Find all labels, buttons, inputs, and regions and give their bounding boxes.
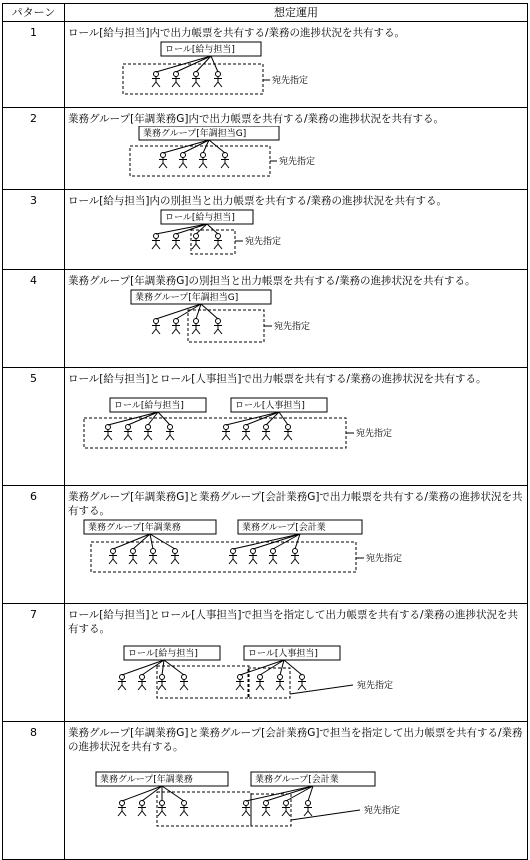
group-label: 業務グループ[会計業 xyxy=(255,775,339,785)
pattern-content xyxy=(65,108,528,190)
person-icon xyxy=(262,801,270,817)
destination-area xyxy=(157,792,251,826)
person-icon xyxy=(262,425,270,441)
person-icon xyxy=(222,425,230,441)
person-icon xyxy=(152,319,160,335)
sharing-diagram xyxy=(68,518,523,594)
person-icon xyxy=(172,72,180,88)
person-icon xyxy=(298,675,306,691)
person-icon xyxy=(284,425,292,441)
usage-pattern-table xyxy=(2,3,528,860)
pattern-number: 1 xyxy=(3,22,65,108)
person-icon xyxy=(152,72,160,88)
destination-area xyxy=(248,668,290,698)
pattern-content xyxy=(65,190,528,270)
pattern-content xyxy=(65,368,528,486)
table-row xyxy=(3,486,528,604)
sharing-diagram xyxy=(68,208,523,268)
person-icon xyxy=(276,675,284,691)
destination-label: 宛先指定 xyxy=(279,157,316,167)
group-label: ロール[給与担当] xyxy=(165,213,235,223)
pattern-number: 2 xyxy=(3,108,65,190)
person-icon xyxy=(171,549,179,565)
table-row xyxy=(3,270,528,368)
group-label: 業務グループ[年調担当G] xyxy=(143,129,247,139)
person-icon xyxy=(291,549,299,565)
person-icon xyxy=(214,234,222,250)
destination-area xyxy=(157,666,249,698)
header-usage: 想定運用 xyxy=(65,4,528,22)
sharing-diagram xyxy=(68,40,523,106)
person-icon xyxy=(180,675,188,691)
pattern-description: ロール[給与担当]内で出力帳票を共有する/業務の進捗状況を共有する。 xyxy=(68,27,406,39)
person-icon xyxy=(221,153,229,169)
group-label: 業務グループ[年調業務 xyxy=(88,523,181,533)
person-icon xyxy=(179,153,187,169)
pattern-description: 業務グループ[年調業務G]と業務グループ[会計業務G]で担当を指定して出力帳票を共有する/業務の進捗状況を共有する。 xyxy=(68,727,523,753)
table-row xyxy=(3,108,528,190)
person-icon xyxy=(159,153,167,169)
table-row xyxy=(3,722,528,860)
group-label: ロール[給与担当] xyxy=(165,45,235,55)
table-row xyxy=(3,604,528,722)
destination-label: 宛先指定 xyxy=(272,76,309,86)
person-icon xyxy=(192,319,200,335)
table-row xyxy=(3,368,528,486)
person-icon xyxy=(158,675,166,691)
person-icon xyxy=(229,549,237,565)
group-label: 業務グループ[年調担当G] xyxy=(135,293,239,303)
pattern-description: ロール[給与担当]とロール[人事担当]で担当を指定して出力帳票を共有する/業務の進捗状況を共有する。 xyxy=(68,609,519,635)
person-icon xyxy=(192,234,200,250)
person-icon xyxy=(214,72,222,88)
destination-label: 宛先指定 xyxy=(356,429,393,439)
destination-area xyxy=(84,418,346,448)
destination-label: 宛先指定 xyxy=(357,681,394,691)
header-pattern: パターン xyxy=(3,4,65,22)
sharing-diagram xyxy=(68,754,523,844)
person-icon xyxy=(192,72,200,88)
person-icon xyxy=(269,549,277,565)
pattern-number: 8 xyxy=(3,722,65,860)
person-icon xyxy=(109,549,117,565)
person-icon xyxy=(124,425,132,441)
pattern-number: 3 xyxy=(3,190,65,270)
pattern-content xyxy=(65,270,528,368)
person-icon xyxy=(242,801,250,817)
pattern-description: 業務グループ[年調業務G]内で出力帳票を共有する/業務の進捗状況を共有する。 xyxy=(68,113,445,125)
pattern-number: 7 xyxy=(3,604,65,722)
destination-label: 宛先指定 xyxy=(274,322,311,332)
person-icon xyxy=(144,425,152,441)
person-icon xyxy=(138,801,146,817)
person-icon xyxy=(118,801,126,817)
pattern-content xyxy=(65,486,528,604)
pattern-content xyxy=(65,722,528,860)
person-icon xyxy=(199,153,207,169)
pattern-description: 業務グループ[年調業務G]と業務グループ[会計業務G]で出力帳票を共有する/業務の進捗状況を共有する。 xyxy=(68,491,523,517)
destination-label: 宛先指定 xyxy=(364,806,401,816)
pattern-description: ロール[給与担当]内の別担当と出力帳票を共有する/業務の進捗状況を共有する。 xyxy=(68,195,448,207)
group-label: ロール[給与担当] xyxy=(114,401,184,411)
person-icon xyxy=(249,549,257,565)
table-row xyxy=(3,190,528,270)
person-icon xyxy=(166,425,174,441)
pattern-content xyxy=(65,604,528,722)
destination-label: 宛先指定 xyxy=(245,237,282,247)
person-icon xyxy=(129,549,137,565)
group-label: 業務グループ[会計業 xyxy=(242,523,326,533)
group-label: 業務グループ[年調業務 xyxy=(100,775,193,785)
person-icon xyxy=(256,675,264,691)
pattern-number: 6 xyxy=(3,486,65,604)
group-label: ロール[人事担当] xyxy=(235,401,305,411)
destination-label: 宛先指定 xyxy=(366,554,403,564)
person-icon xyxy=(152,234,160,250)
pattern-number: 5 xyxy=(3,368,65,486)
person-icon xyxy=(282,801,290,817)
person-icon xyxy=(149,549,157,565)
person-icon xyxy=(158,801,166,817)
destination-area xyxy=(130,146,270,176)
person-icon xyxy=(172,319,180,335)
sharing-diagram xyxy=(68,126,523,188)
person-icon xyxy=(304,801,312,817)
person-icon xyxy=(236,675,244,691)
sharing-diagram xyxy=(68,288,523,352)
sharing-diagram xyxy=(68,386,523,462)
pattern-content xyxy=(65,22,528,108)
person-icon xyxy=(118,675,126,691)
person-icon xyxy=(180,801,188,817)
person-icon xyxy=(172,234,180,250)
person-icon xyxy=(242,425,250,441)
pattern-description: ロール[給与担当]とロール[人事担当]で出力帳票を共有する/業務の進捗状況を共有する。 xyxy=(68,373,487,385)
table-row xyxy=(3,22,528,108)
group-label: ロール[人事担当] xyxy=(248,649,318,659)
destination-area xyxy=(91,542,356,572)
sharing-diagram xyxy=(68,636,523,712)
person-icon xyxy=(214,319,222,335)
table-header-row xyxy=(3,4,528,22)
pattern-number: 4 xyxy=(3,270,65,368)
person-icon xyxy=(104,425,112,441)
pattern-description: 業務グループ[年調業務G]の別担当と出力帳票を共有する/業務の進捗状況を共有する。 xyxy=(68,275,476,287)
group-label: ロール[給与担当] xyxy=(128,649,198,659)
person-icon xyxy=(138,675,146,691)
